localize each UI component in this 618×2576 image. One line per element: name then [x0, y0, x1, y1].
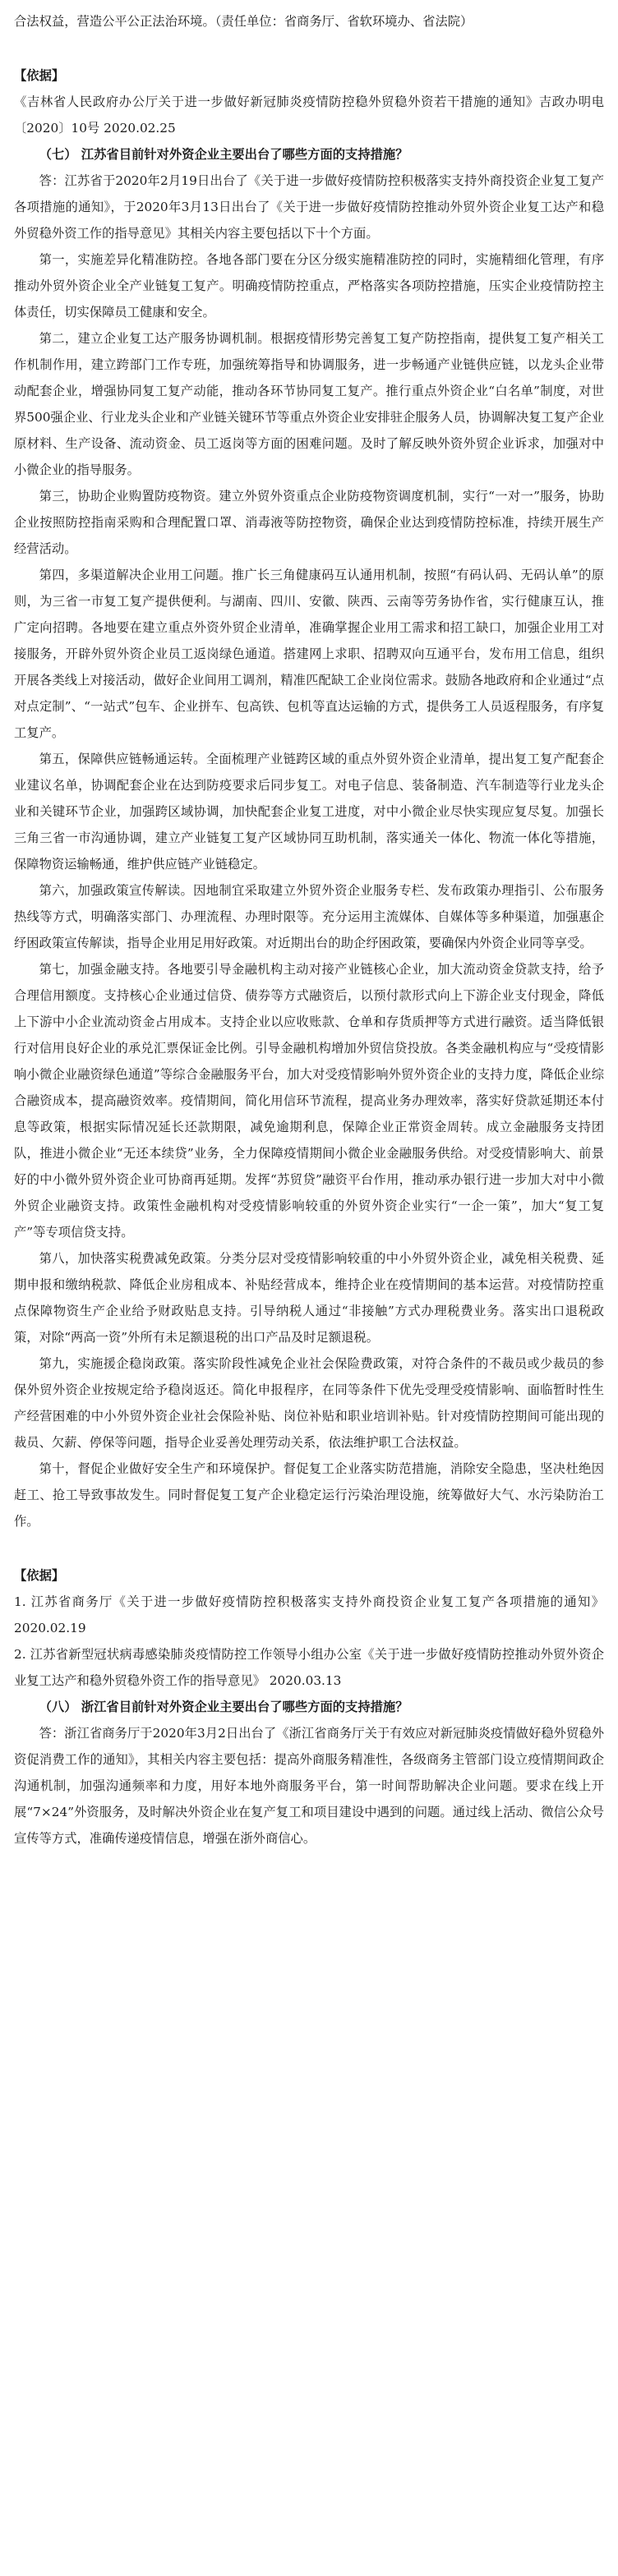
- measure-paragraph: 第十，督促企业做好安全生产和环境保护。督促复工企业落实防范措施，消除安全隐患，坚决杜绝因赶工、抢工导致事故发生。同时督促复工复产企业稳定运行污染治理设施，统筹做好大气、水污染防治工作。: [14, 1461, 604, 1529]
- measure-paragraph: 第二，建立企业复工达产服务协调机制。根据疫情形势完善复工复产防控指南，提供复工复产相关工作机制作用，建立跨部门工作专班，加强统筹指导和协调服务，进一步畅通产业链供应链，以龙头企业带动配套企业，增强协同复工复产动能，推动各环节协同复工复产。推行重点外资企业“白名单”制度，对世界500强企业、行业龙头企业和产业链关键环节等重点外资企业安排驻企服务人员，协调解决复工复产企业原材料、生产设备、流动资金、员工返岗等方面的困难问题。及时了解反映外资外贸企业诉求，加强对中小微企业的指导服务。: [14, 331, 604, 477]
- section-7-title: （七） 江苏省目前针对外资企业主要出台了哪些方面的支持措施？: [39, 147, 408, 162]
- measure-paragraph: 第八，加快落实税费减免政策。分类分层对受疫情影响较重的中小外贸外资企业，减免相关税费、延期申报和缴纳税款、降低企业房租成本、补贴经营成本，维持企业在疫情期间的基本运营。对疫情防控重点保障物资生产企业给予财政贴息支持。引导纳税人通过“非接触”方式办理税费业务。落实出口退税政策，对除“两高一资”外所有未足额退税的出口产品及时足额退税。: [14, 1251, 604, 1345]
- measure-paragraph: 第四，多渠道解决企业用工问题。推广长三角健康码互认通用机制，按照“有码认码、无码认单”的原则，为三省一市复工复产提供便利。与湖南、四川、安徽、陕西、云南等劳务协作省，实行健康互认，推广定向招聘。各地要在建立重点外资外贸企业清单，准确掌握企业用工需求和招工缺口，加强企业用工对接服务，开辟外贸外资企业员工返岗绿色通道。搭建网上求职、招聘双向互通平台，发布用工信息，组织开展各类线上对接活动，做好企业间用工调剂，精准匹配缺工企业岗位需求。鼓励各地政府和企业通过“点对点定制”、“一站式”包车、企业拼车、包高铁、包机等直达运输的方式，提供务工人员返程服务，有序复工复产。: [14, 568, 604, 740]
- measure-paragraph: 第六，加强政策宣传解读。因地制宜采取建立外贸外资企业服务专栏、发布政策办理指引、公布服务热线等方式，明确落实部门、办理流程、办理时限等。充分运用主流媒体、自媒体等多种渠道，加强惠企纾困政策宣传解读，指导企业用足用好政策。对近期出台的助企纾困政策，要确保内外资企业同等享受。: [14, 883, 604, 950]
- spacer: [14, 1534, 604, 1562]
- measure-paragraph: 第七，加强金融支持。各地要引导金融机构主动对接产业链核心企业，加大流动资金贷款支持，给予合理信用额度。支持核心企业通过信贷、债券等方式融资后，以预付款形式向上下游企业支付现金，降低上下游中小企业流动资金占用成本。支持企业以应收账款、仓单和存货质押等方式进行融资。适当降低银行对信用良好企业的承兑汇票保证金比例。引导金融机构增加外贸信贷投放。各类金融机构应与“受疫情影响小微企业融资绿色通道”等综合金融服务平台，加大对受疫情影响外贸外资企业的支持力度，降低企业综合融资成本，提高融资效率。疫情期间，简化用信环节流程，提高业务办理效率，落实好贷款延期还本付息等政策，根据实际情况延长还款期限，减免逾期利息，保障企业正常资金周转。成立金融服务支持团队，推进小微企业“无还本续贷”业务，全力保障疫情期间小微企业金融服务供给。对受疫情影响大、前景好的中小微外贸外资企业可协商再延期。发挥“苏贸贷”融资平台作用，推动承办银行进一步加大对中小微外贸企业融资支持。政策性金融机构对受疫情影响较重的外贸外资企业实行“一企一策”，加大“复工复产”等专项信贷支持。: [14, 962, 604, 1240]
- jiangsu-reference-2: 2. 江苏省新型冠状病毒感染肺炎疫情防控工作领导小组办公室《关于进一步做好疫情防控推动外贸外资企业复工达产和稳外贸稳外资工作的指导意见》 2020.03.13: [14, 1647, 604, 1688]
- section-7-answer: 答：江苏省于2020年2月19日出台了《关于进一步做好疫情防控积极落实支持外商投资企业复工复产各项措施的通知》，于2020年3月13日出台了《关于进一步做好疫情防控推动外贸外资企业复工达产和稳外贸稳外资工作的指导意见》其相关内容主要包括以下十个方面。: [14, 173, 604, 241]
- basis-label: 【依据】: [14, 1568, 65, 1583]
- measure-paragraph: 第三，协助企业购置防疫物资。建立外贸外资重点企业防疫物资调度机制，实行“一对一”服务，协助企业按照防控指南采购和合理配置口罩、消毒液等防控物资，确保企业达到疫情防控标准，持续开展生产经营活动。: [14, 489, 604, 556]
- spacer: [14, 34, 604, 62]
- basis-label: 【依据】: [14, 68, 65, 83]
- measure-paragraph: 第一，实施差异化精准防控。各地各部门要在分区分级实施精准防控的同时，实施精细化管理，有序推动外贸外资企业全产业链复工复产。明确疫情防控重点，严格落实各项防控措施，压实企业疫情防控主体责任，切实保障员工健康和安全。: [14, 252, 604, 320]
- jilin-reference: 《吉林省人民政府办公厅关于进一步做好新冠肺炎疫情防控稳外贸稳外资若干措施的通知》吉政办明电〔2020〕10号 2020.02.25: [14, 94, 604, 136]
- measure-paragraph: 第五，保障供应链畅通运转。全面梳理产业链跨区域的重点外贸外资企业清单，提出复工复产配套企业建议名单，协调配套企业在达到防疫要求后同步复工。对电子信息、装备制造、汽车制造等行业龙头企业和关键环节企业，加强跨区域协调，加快配套企业复工进度，对中小微企业尽快实现应复尽复。加强长三角三省一市沟通协调，建立产业链复工复产区域协同互助机制，落实通关一体化、物流一体化等措施，保障物资运输畅通，维护供应链产业链稳定。: [14, 752, 604, 872]
- jiangsu-reference-1: 1. 江苏省商务厅《关于进一步做好疫情防控积极落实支持外商投资企业复工复产各项措施的通知》 2020.02.19: [14, 1594, 604, 1635]
- intro-tail: 合法权益，营造公平公正法治环境。（责任单位：省商务厅、省软环境办、省法院）: [14, 14, 473, 29]
- measure-paragraph: 第九，实施援企稳岗政策。落实阶段性减免企业社会保险费政策，对符合条件的不裁员或少裁员的参保外贸外资企业按规定给予稳岗返还。简化申报程序，在同等条件下优先受理受疫情影响、面临暂时性生产经营困难的中小外贸外资企业社会保险补贴、岗位补贴和职业培训补贴。针对疫情防控期间可能出现的裁员、欠薪、停保等问题，指导企业妥善处理劳动关系，依法维护职工合法权益。: [14, 1356, 604, 1450]
- section-8-answer: 答：浙江省商务厅于2020年3月2日出台了《浙江省商务厅关于有效应对新冠肺炎疫情做好稳外贸稳外资促消费工作的通知》，其相关内容主要包括：提高外商服务精准性，各级商务主管部门设立疫情期间政企沟通机制，加强沟通频率和力度，用好本地外商服务平台，第一时间帮助解决企业问题。要求在线上开展“7×24”外资服务，及时解决外资企业在复产复工和项目建设中遇到的问题。通过线上活动、微信公众号宣传等方式，准确传递疫情信息，增强在浙外商信心。: [14, 1726, 604, 1846]
- section-8-title: （八） 浙江省目前针对外资企业主要出台了哪些方面的支持措施？: [39, 1700, 408, 1714]
